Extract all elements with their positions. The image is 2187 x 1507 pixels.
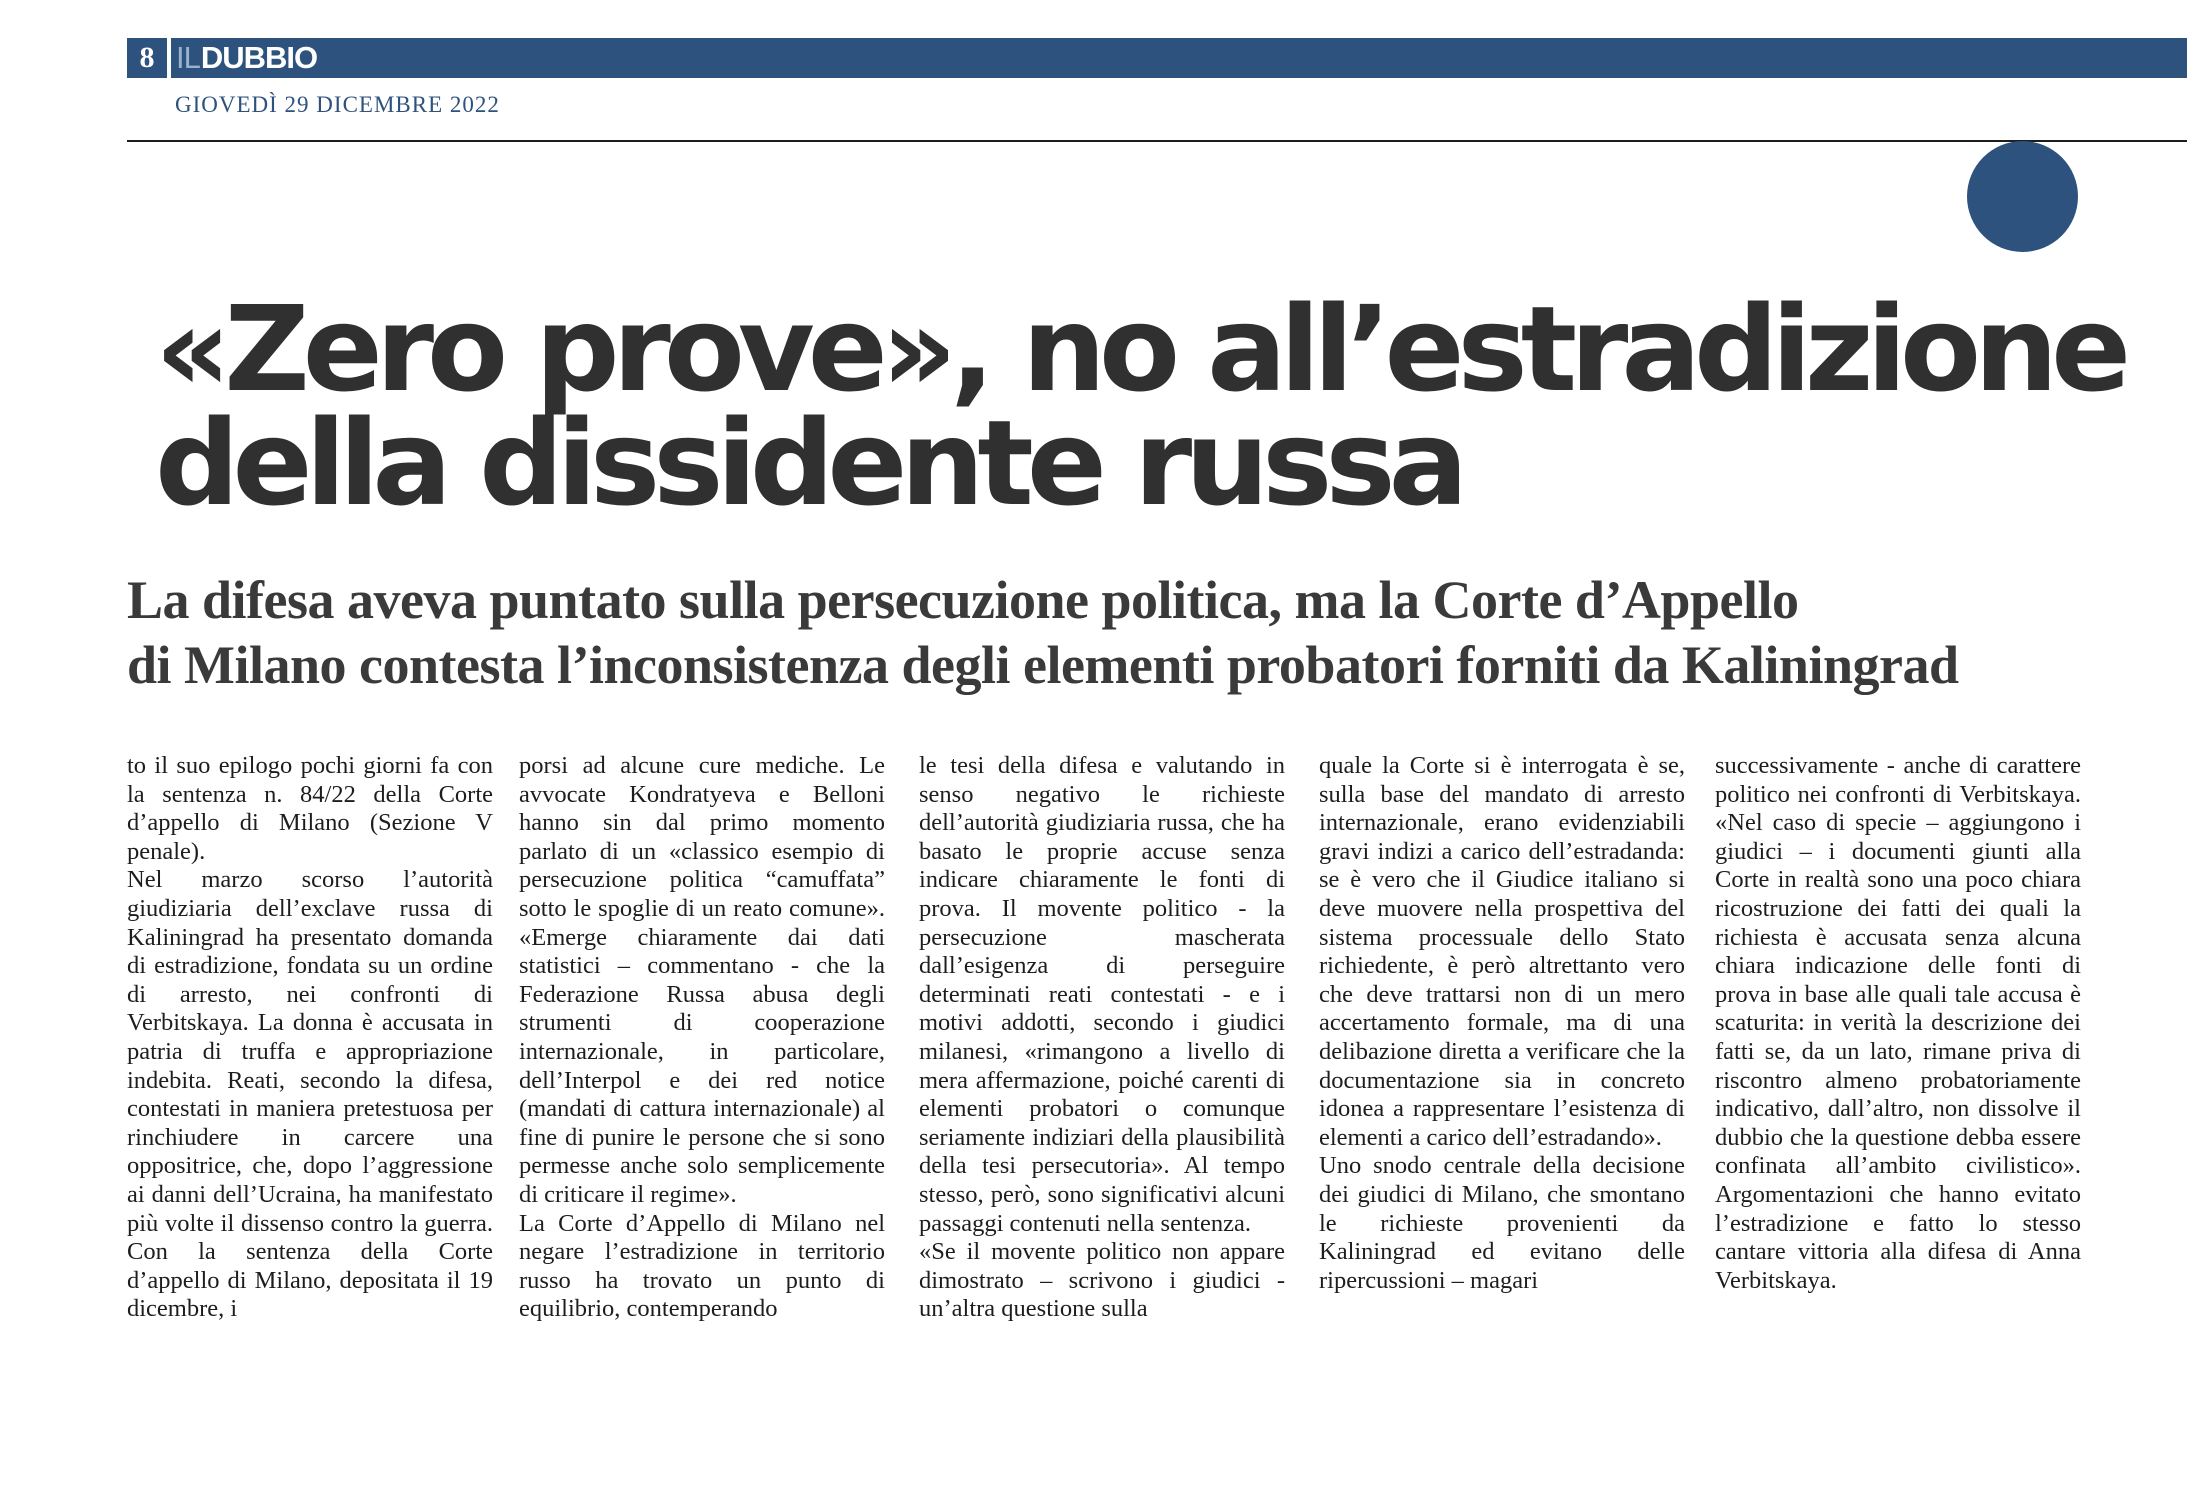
newspaper-logo: [176, 38, 317, 78]
page-number: 8: [127, 38, 171, 78]
header-rule: [127, 140, 2187, 142]
article-column-2: [519, 752, 885, 1324]
subheadline: [127, 568, 2177, 698]
headline-line-2: della dissidente russa: [155, 394, 1462, 532]
paragraph: La Corte d’Appello di Milano nel negare l’estradizione in territorio russo ha trovato un punto di equilibrio, contemperando: [519, 1209, 885, 1323]
paragraph: Nel marzo scorso l’autorità giudiziaria dell’exclave russa di Kaliningrad ha presentato domanda di estradizione, fondata su un ordine di arresto, nei confronti di Verbitskaya. La donna è accusata in patria di truffa e appropriazione indebita. Reati, secondo la difesa, contestati in maniera pretestuosa per rinchiudere in carcere una oppositrice, che, dopo l’aggressione ai danni dell’Ucraina, ha manifestato più volte il dissenso contro la guerra. Con la sentenza della Corte d’appello di Milano, depositata il 19 dicembre, i: [127, 866, 493, 1323]
paragraph: quale la Corte si è interrogata è se, sulla base del mandato di arresto internazionale, erano evidenziabili gravi indizi a carico dell’estradanda: se è vero che il Giudice italiano si deve muovere nella prospettiva del sistema processuale dello Stato richiedente, è però altrettanto vero che deve trattarsi non di un mero accertamento formale, ma di una delibazione diretta a verificare che la documentazione sia in concreto idonea a rappresentare l’esistenza di elementi a carico dell’estradando».: [1319, 752, 1685, 1151]
article-column-3: [919, 752, 1285, 1324]
paragraph: «Se il movente politico non appare dimostrato – scrivono i giudici - un’altra questione sulla: [919, 1238, 1285, 1323]
subheadline-line-2: di Milano contesta l’inconsistenza degli elementi probatori forniti da Kaliningrad: [127, 635, 1959, 695]
article-column-4: [1319, 752, 1685, 1295]
headline: [155, 280, 2165, 532]
logo-main: DUBBIO: [200, 40, 318, 75]
headline-line-1: «Zero prove», no all’estradizione: [155, 280, 2125, 418]
paragraph: porsi ad alcune cure mediche. Le avvocate Kondratyeva e Belloni hanno sin dal primo momento parlato di un «classico esempio di persecuzione politica “camuffata” sotto le spoglie di un reato comune». «Emerge chiaramente dai dati statistici – commentano - che la Federazione Russa abusa degli strumenti di cooperazione internazionale, in particolare, dell’Interpol e dei red notice (mandati di cattura internazionale) al fine di punire le persone che si sono permesse anche solo semplicemente di criticare il regime».: [519, 752, 885, 1208]
paragraph: le tesi della difesa e valutando in senso negativo le richieste dell’autorità giudiziaria russa, che ha basato le proprie accuse senza indicare chiaramente le fonti di prova. Il movente politico - la persecuzione mascherata dall’esigenza di perseguire determinati reati contestati - e i motivi addotti, secondo i giudici milanesi, «rimangono a livello di mera affermazione, poiché carenti di elementi probatori o comunque seriamente indiziari della plausibilità della tesi persecutoria». Al tempo stesso, però, sono significativi alcuni passaggi contenuti nella sentenza.: [919, 752, 1285, 1237]
logo-prefix: IL: [176, 40, 200, 75]
masthead-bar: [127, 38, 2187, 78]
article-column-5: [1715, 752, 2081, 1295]
decorative-circle: [1967, 141, 2078, 252]
subheadline-line-1: La difesa aveva puntato sulla persecuzione politica, ma la Corte d’Appello: [127, 570, 1799, 630]
paragraph: successivamente - anche di carattere politico nei confronti di Verbitskaya. «Nel caso di specie – aggiungono i giudici – i documenti giunti alla Corte in realtà sono una poco chiara ricostruzione dei fatti dei quali la richiesta è accusata senza alcuna chiara indicazione delle fonti di prova in base alle quali tale accusa è scaturita: in verità la descrizione dei fatti se, da un lato, rimane priva di riscontro almeno probatoriamente indicativo, dall’altro, non dissolve il dubbio che la questione debba essere confinata all’ambito civilistico». Argomentazioni che hanno evitato l’estradizione e fatto lo stesso cantare vittoria alla difesa di Anna Verbitskaya.: [1715, 752, 2081, 1294]
paragraph: to il suo epilogo pochi giorni fa con la sentenza n. 84/22 della Corte d’appello di Milano (Sezione V penale).: [127, 752, 493, 865]
article-body: [127, 752, 2087, 1352]
paragraph: Uno snodo centrale della decisione dei giudici di Milano, che smontano le richieste provenienti da Kaliningrad ed evitano delle ripercussioni – magari: [1319, 1152, 1685, 1294]
article-column-1: [127, 752, 493, 1324]
issue-date: GIOVEDÌ 29 DICEMBRE 2022: [175, 92, 500, 117]
